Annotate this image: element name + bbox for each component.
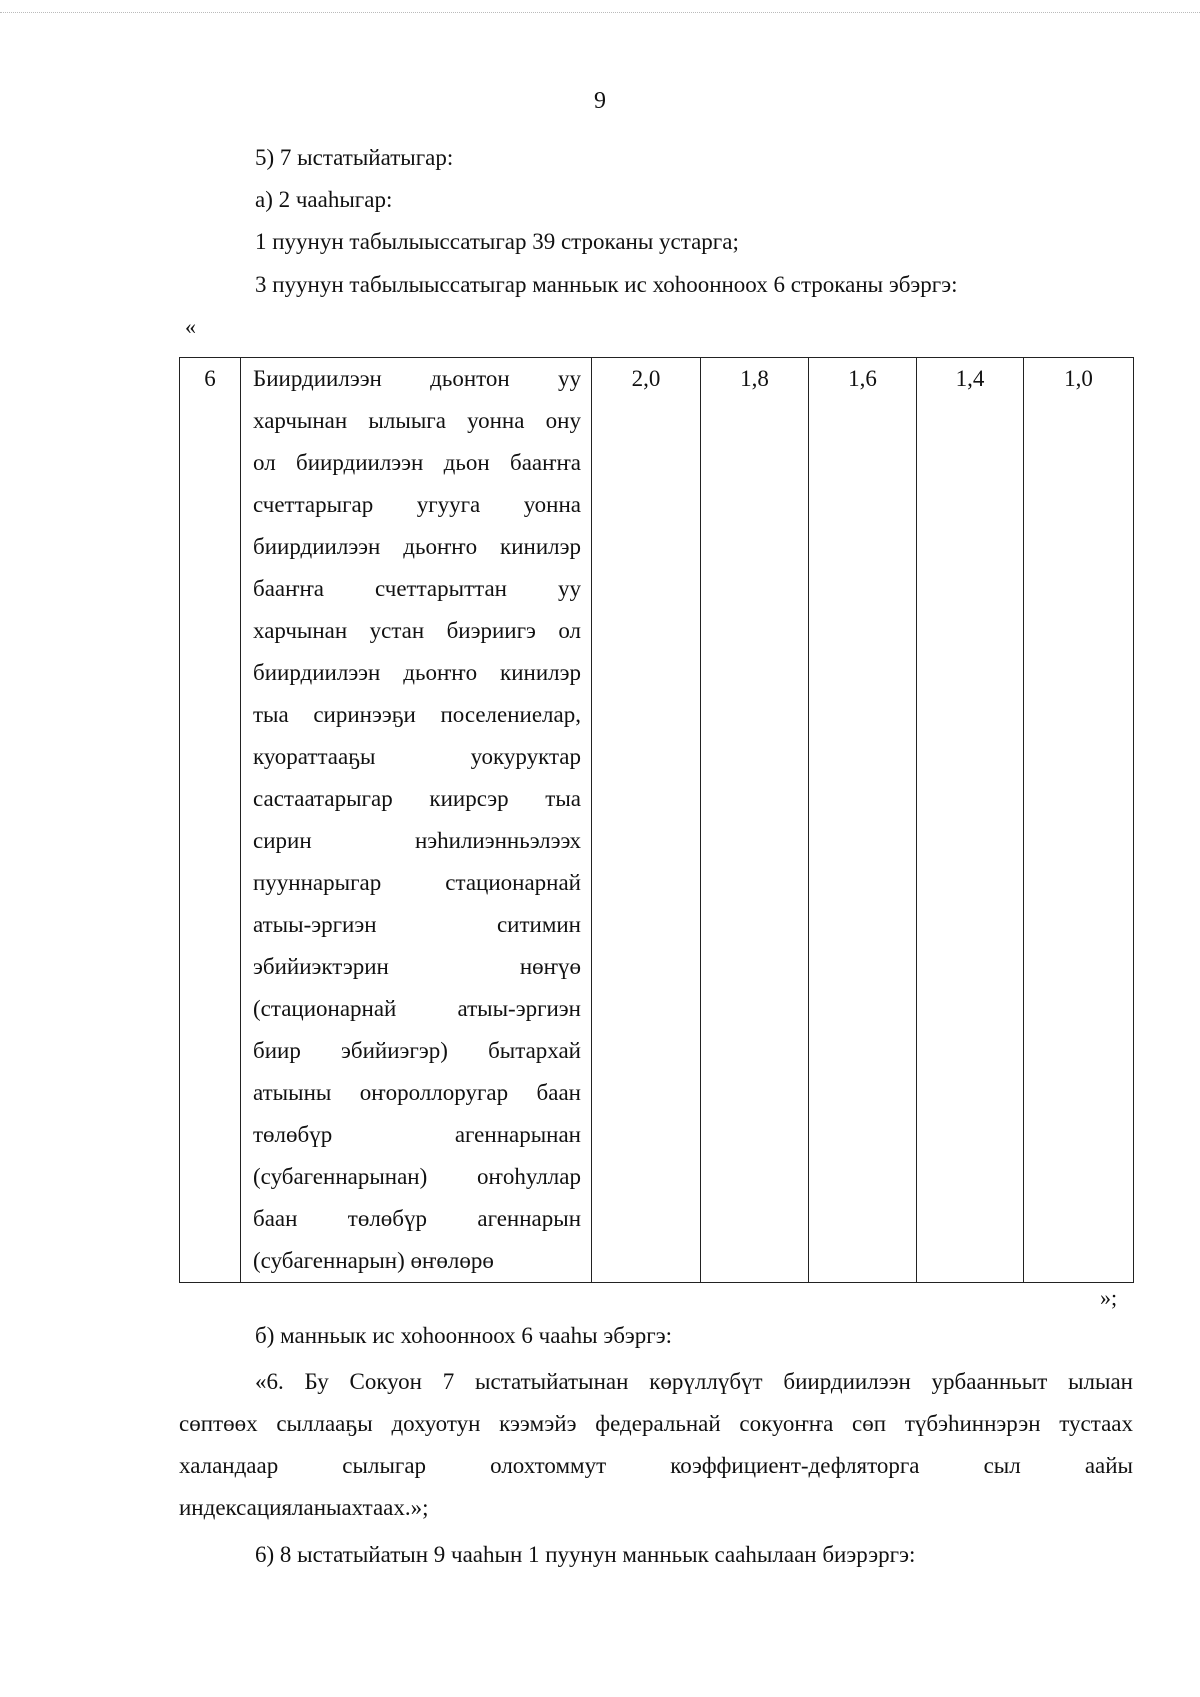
paragraph-6	[179, 1361, 1133, 1529]
final-line: 6) 8 ыстатыйатын 9 чааһын 1 пуунун манньык сааһылаан биэрэргэ:	[255, 1542, 916, 1567]
description-line: атыыны оҥороллоругар баан	[253, 1080, 581, 1105]
description-line: биир эбийиэгэр) бытархай	[253, 1038, 581, 1063]
intro-line-3: 1 пуунун табылыыссатыгар 39 строканы устарга;	[255, 229, 739, 254]
description-line: бааҥҥа счеттарыттан уу	[253, 576, 581, 601]
row-description	[241, 358, 592, 1283]
description-line: састаатарыгар киирсэр тыа	[253, 786, 581, 811]
description-line: харчынан ылыыга уонна ону	[253, 408, 581, 433]
description-line: биирдиилээн дьоҥҥо кинилэр	[253, 534, 581, 559]
inserted-row-table	[179, 357, 1134, 1283]
description-line: атыы-эргиэн ситимин	[253, 912, 581, 937]
closing-quote: »;	[1100, 1285, 1118, 1310]
description-line: пууннарыгар стационарнай	[253, 870, 581, 895]
description-line: эбийиэктэрин нөҥүө	[253, 954, 581, 979]
after-line-1: б) манньык ис хоһоонноох 6 чааһы эбэргэ:	[255, 1323, 672, 1348]
description-line: (стационарнай атыы-эргиэн	[253, 996, 581, 1021]
intro-line-1: 5) 7 ыстатыйатыгар:	[255, 145, 454, 170]
page-number: 9	[594, 88, 606, 114]
description-line: харчынан устан биэриигэ ол	[253, 618, 581, 643]
coefficient-cell: 1,6	[809, 358, 917, 1283]
description-line: биирдиилээн дьоҥҥо кинилэр	[253, 660, 581, 685]
paragraph-line: «6. Бу Сокуон 7 ыстатыйатынан көрүллүбүт биирдиилээн урбаанньыт ылыан	[255, 1369, 1133, 1394]
description-line: тыа сиринээҕи поселениелар,	[253, 702, 581, 727]
intro-line-2: а) 2 чааһыгар:	[255, 187, 393, 212]
paragraph-line: индексацияланыахтаах.»;	[179, 1495, 429, 1520]
description-line: куораттааҕы уокуруктар	[253, 744, 581, 769]
table-row	[180, 358, 1134, 1283]
coefficient-cell: 2,0	[592, 358, 701, 1283]
description-line: счеттарыгар угууга уонна	[253, 492, 581, 517]
coefficient-cell: 1,8	[701, 358, 809, 1283]
row-number: 6	[180, 358, 241, 1283]
description-line: (субагеннарын) өҥөлөрө	[253, 1248, 494, 1273]
paragraph-line: халандаар сылыгар олохтоммут коэффициент-дефляторга сыл аайы	[179, 1453, 1133, 1478]
intro-line-4: 3 пуунун табылыыссатыгар манньык ис хоһоонноох 6 строканы эбэргэ:	[255, 272, 958, 297]
coefficient-cell: 1,4	[917, 358, 1024, 1283]
description-line: төлөбүр агеннарынан	[253, 1122, 581, 1147]
description-line: баан төлөбүр агеннарын	[253, 1206, 581, 1231]
paragraph-line: сөптөөх сыллааҕы дохуотун кээмэйэ федеральнай сокуоҥҥа сөп түбэһиннэрэн тустаах	[179, 1411, 1133, 1436]
description-line: сирин нэһилиэнньэлээх	[253, 828, 581, 853]
description-line: ол биирдиилээн дьон бааҥҥа	[253, 450, 581, 475]
coefficient-cell: 1,0	[1024, 358, 1134, 1283]
opening-quote: «	[185, 314, 196, 339]
description-line: (субагеннарынан) оҥоһуллар	[253, 1164, 581, 1189]
description-line: Биирдиилээн дьонтон уу	[253, 366, 581, 391]
scan-top-edge	[0, 12, 1200, 13]
